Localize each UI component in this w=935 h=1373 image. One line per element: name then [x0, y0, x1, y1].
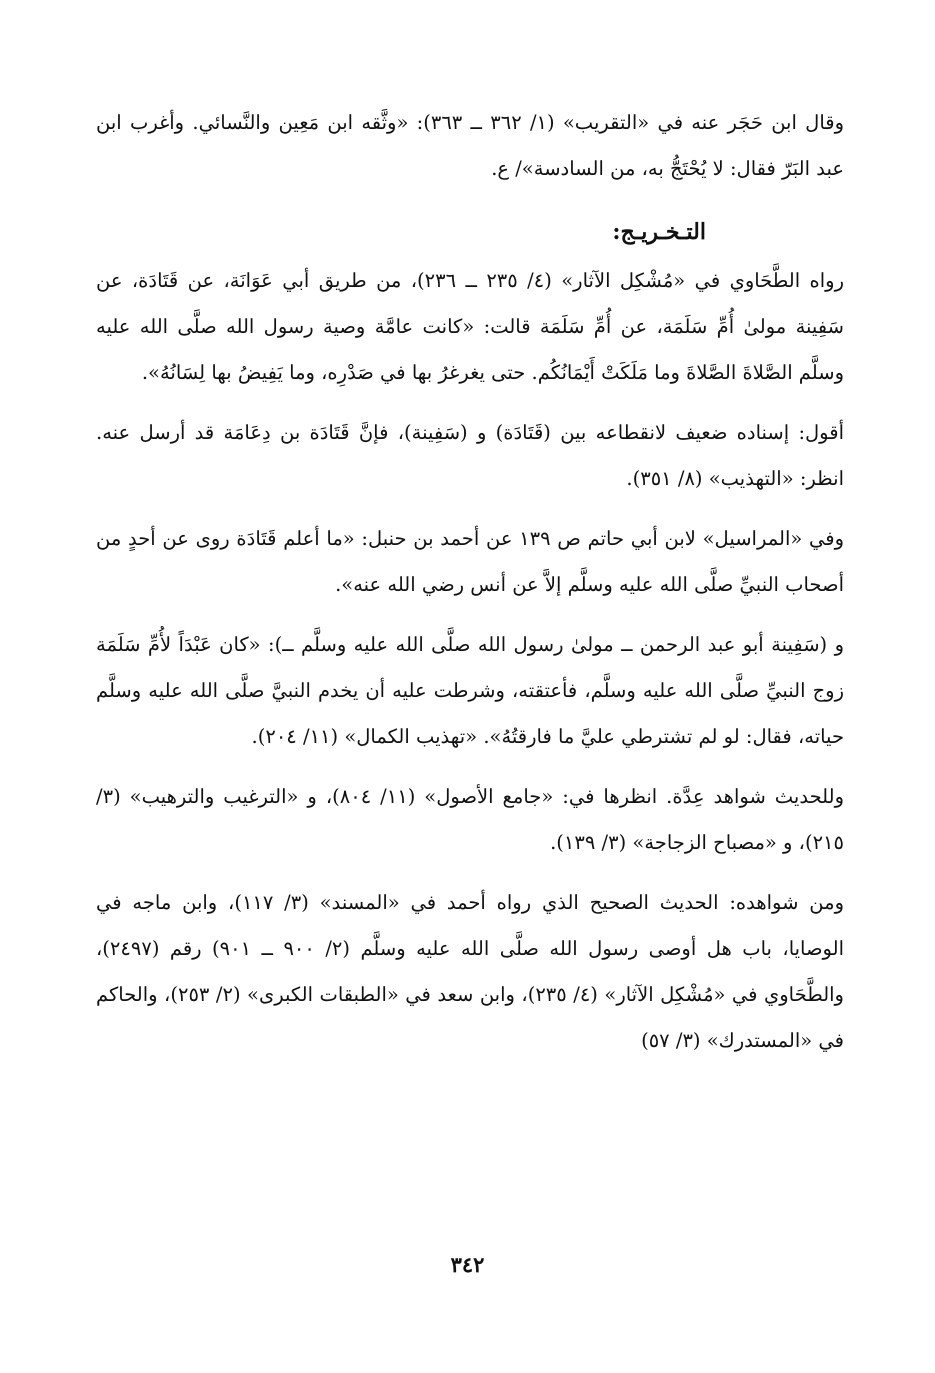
shawahid-paragraph: وللحديث شواهد عِدَّة. انظرها في: «جامع الأصول» (١١/ ٨٠٤)، و «الترغيب والترهيب» (٣/ ٢١٥)، و «مصباح الزجاجة» (٣/ ١٣٩).: [96, 785, 844, 854]
marasil-paragraph: وفي «المراسيل» لابن أبي حاتم ص ١٣٩ عن أحمد بن حنبل: «ما أعلم قَتَادَة روى عن أحدٍ من أصحاب النبيِّ صلَّى الله عليه وسلَّم إلاَّ عن أنس رضي الله عنه».: [96, 527, 844, 596]
page-body: [96, 100, 844, 1064]
shawahid-details-paragraph: ومن شواهده: الحديث الصحيح الذي رواه أحمد في «المسند» (٣/ ١١٧)، وابن ماجه في الوصايا، باب هل أوصى رسول الله صلَّى الله عليه وسلَّم (٢/ ٩٠٠ ــ ٩٠١) رقم (٢٤٩٧)، والطَّحَاوي في «مُشْكِل الآثار» (٤/ ٢٣٥)، وابن سعد في «الطبقات الكبرى» (٢/ ٢٥٣)، والحاكم في «المستدرك» (٣/ ٥٧): [96, 891, 844, 1052]
page-number: ٣٤٢: [450, 1252, 485, 1277]
narrator-note-paragraph: وقال ابن حَجَر عنه في «التقريب» (١/ ٣٦٢ ــ ٣٦٣): «وثَّقه ابن مَعِين والنَّسائي. وأغرب ابن عبد البَرّ فقال: لا يُحْتَجُّ به، من السادسة»/ ع.: [96, 111, 844, 180]
isnad-assessment-paragraph: أقول: إسناده ضعيف لانقطاعه بين (قَتَادَة) و (سَفِينة)، فإنَّ قَتَادَة بن دِعَامَة قد أرسل عنه. انظر: «التهذيب» (٨/ ٣٥١).: [96, 421, 844, 490]
takhrij-paragraph: رواه الطَّحَاوي في «مُشْكِل الآثار» (٤/ ٢٣٥ ــ ٢٣٦)، من طريق أبي عَوَانَة، عن قَتَادَة، عن سَفِينة مولىٰ أُمِّ سَلَمَة، عن أُمِّ سَلَمَة قالت: «كانت عامَّة وصية رسول الله صلَّى الله عليه وسلَّم الصَّلاةَ الصَّلاةَ وما مَلَكَتْ أَيْمَانُكُم. حتى يغرغرُ بها في صَدْرِه، وما يَفِيضُ بها لِسَانُهُ».: [96, 269, 844, 384]
safina-biography-paragraph: و (سَفِينة أبو عبد الرحمن ــ مولىٰ رسول الله صلَّى الله عليه وسلَّم ــ): «كان عَبْدَاً لأُمِّ سَلَمَة زوج النبيِّ صلَّى الله عليه وسلَّم، فأعتقته، وشرطت عليه أن يخدم النبيَّ صلَّى الله عليه وسلَّم حياته، فقال: لو لم تشترطي عليَّ ما فارقتُهُ». «تهذيب الكمال» (١١/ ٢٠٤).: [96, 633, 844, 748]
section-heading-takhrij: التـخـريـج:: [612, 219, 706, 245]
